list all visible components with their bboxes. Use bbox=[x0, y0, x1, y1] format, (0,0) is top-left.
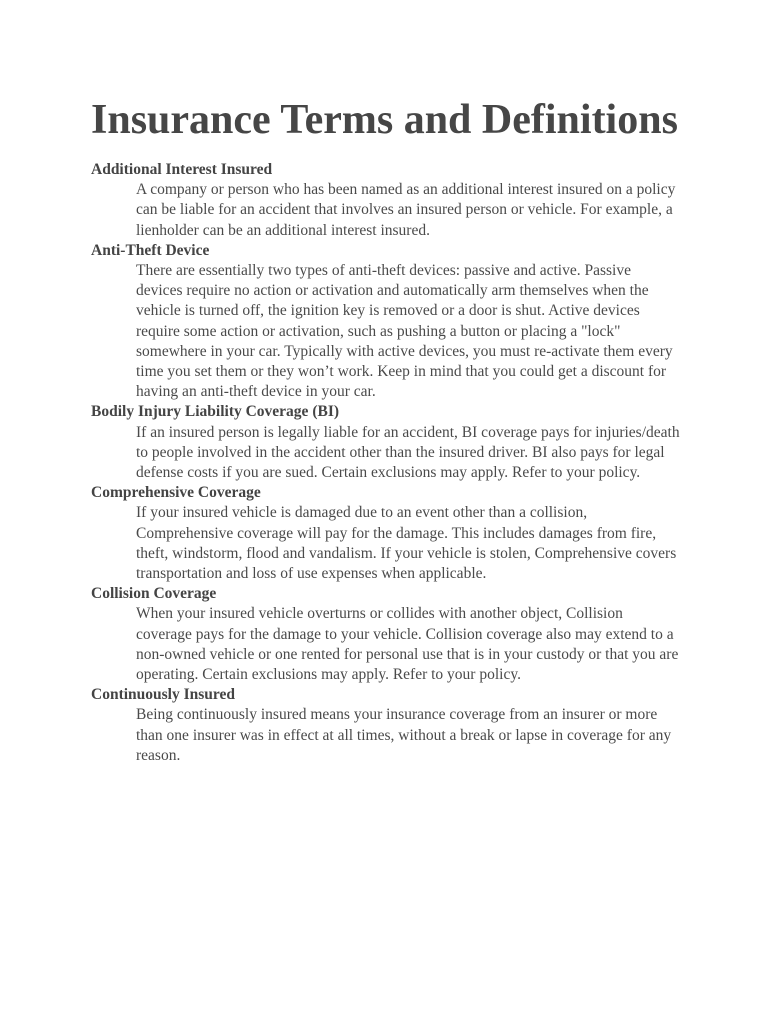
term-continuously-insured: Continuously Insured bbox=[91, 686, 236, 704]
term-collision-coverage: Collision Coverage bbox=[91, 585, 217, 603]
definition-additional-interest-insured: A company or person who has been named as an additional interest insured on a policy can be liable for an accident that involves an insured person or vehicle. For example, a lienholder can be an additional interest insured. bbox=[136, 181, 676, 239]
definition-continuously-insured: Being continuously insured means your insurance coverage from an insurer or more than one insurer was in effect at all times, without a break or lapse in coverage for any reason. bbox=[136, 706, 672, 764]
definition-comprehensive-coverage: If your insured vehicle is damaged due to an event other than a collision, Comprehensive coverage will pay for the damage. This includes damages from fire, theft, windstorm, flood and vandalism. If your vehicle is stolen, Comprehensive covers transportation and loss of use expenses when applicable. bbox=[136, 504, 677, 583]
document-page bbox=[91, 95, 691, 766]
term-comprehensive-coverage: Comprehensive Coverage bbox=[91, 484, 261, 502]
definition-collision-coverage: When your insured vehicle overturns or collides with another object, Collision coverage pays for the damage to your vehicle. Collision coverage also may extend to a non-owned vehicle or one rented for personal use that is in your custody or that you are operating. Certain exclusions may apply. Refer to your policy. bbox=[136, 605, 679, 684]
definition-anti-theft-device: There are essentially two types of anti-theft devices: passive and active. Passive devices require no action or activation and automatically arm themselves when the vehicle is turned off, the ignition key is removed or a door is shut. Active devices require some action or activation, such as pushing a button or placing a "lock" somewhere in your car. Typically with active devices, you must re-activate them every time you set them or they won’t work. Keep in mind that you could get a discount for having an anti-theft device in your car. bbox=[136, 262, 673, 401]
definition-bodily-injury-liability: If an insured person is legally liable for an accident, BI coverage pays for injuries/death to people involved in the accident other than the insured driver. BI also pays for legal defense costs if you are sued. Certain exclusions may apply. Refer to your policy. bbox=[136, 423, 680, 482]
term-bodily-injury-liability: Bodily Injury Liability Coverage (BI) bbox=[91, 403, 340, 421]
definitions-list bbox=[91, 160, 691, 766]
term-anti-theft-device: Anti-Theft Device bbox=[91, 241, 210, 259]
page-title: Insurance Terms and Definitions bbox=[91, 97, 678, 143]
term-additional-interest-insured: Additional Interest Insured bbox=[91, 161, 273, 178]
